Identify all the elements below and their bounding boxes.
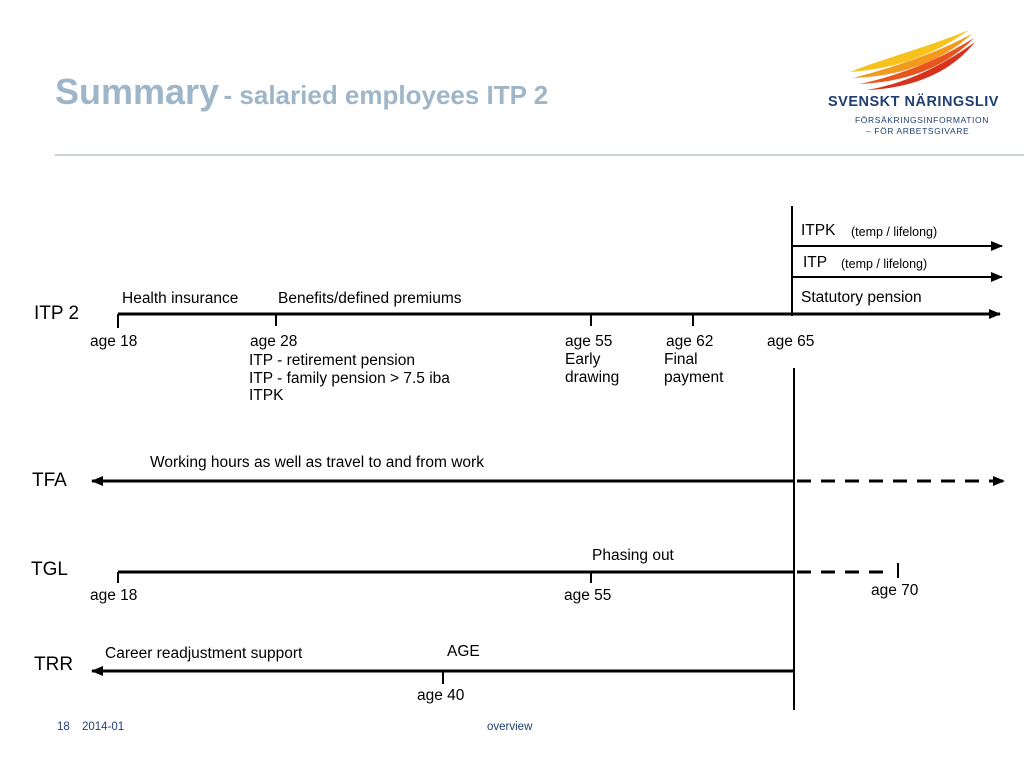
itp2-age18-label: age 18 — [90, 333, 138, 350]
branch-itp-note: (temp / lifelong) — [841, 257, 928, 271]
tgl-age18-label: age 18 — [90, 587, 138, 604]
tfa-description: Working hours as well as travel to and from work — [150, 454, 484, 471]
title-main: Summary — [55, 71, 220, 112]
itp-family-label: ITP - family pension > 7.5 iba — [249, 370, 450, 387]
itp2-age55-label: age 55 — [565, 333, 613, 350]
career-readjustment-label: Career readjustment support — [105, 645, 303, 662]
final-label: Final — [664, 351, 698, 368]
trr-age40-label: age 40 — [417, 687, 465, 704]
payment-label: payment — [664, 369, 724, 386]
logo-subtitle-2: – FÖR ARBETSGIVARE — [866, 126, 970, 136]
drawing-label: drawing — [565, 369, 620, 386]
itp2-age65-label: age 65 — [767, 333, 815, 350]
itp-retirement-label: ITP - retirement pension — [249, 352, 415, 369]
trr-age-label: AGE — [447, 643, 480, 660]
statutory-pension-label: Statutory pension — [801, 289, 922, 306]
footer-center-label: overview — [487, 721, 533, 733]
row-label-trr: TRR — [34, 654, 74, 675]
itp2-age62-label: age 62 — [666, 333, 714, 350]
logo-wordmark: SVENSKT NÄRINGSLIV — [828, 94, 999, 110]
phasing-out-label: Phasing out — [592, 547, 674, 564]
itp2-age28-label: age 28 — [250, 333, 298, 350]
itpk-label: ITPK — [249, 387, 284, 404]
logo-subtitle-1: FÖRSÄKRINGSINFORMATION — [855, 115, 989, 125]
tgl-age55-label: age 55 — [564, 587, 612, 604]
tgl-age70-label: age 70 — [871, 582, 919, 599]
branch-itpk-label: ITPK — [801, 222, 836, 239]
title-sub: - salaried employees ITP 2 — [223, 80, 549, 110]
row-label-itp2: ITP 2 — [34, 303, 80, 324]
footer-page-number: 18 — [57, 721, 70, 733]
row-label-tgl: TGL — [31, 559, 68, 580]
benefits-label: Benefits/defined premiums — [278, 290, 462, 307]
branch-itpk-note: (temp / lifelong) — [851, 225, 938, 239]
row-label-tfa: TFA — [32, 470, 67, 491]
footer-date: 2014-01 — [82, 721, 125, 733]
health-insurance-label: Health insurance — [122, 290, 239, 307]
early-label: Early — [565, 351, 601, 368]
branch-itp-label: ITP — [803, 254, 828, 271]
